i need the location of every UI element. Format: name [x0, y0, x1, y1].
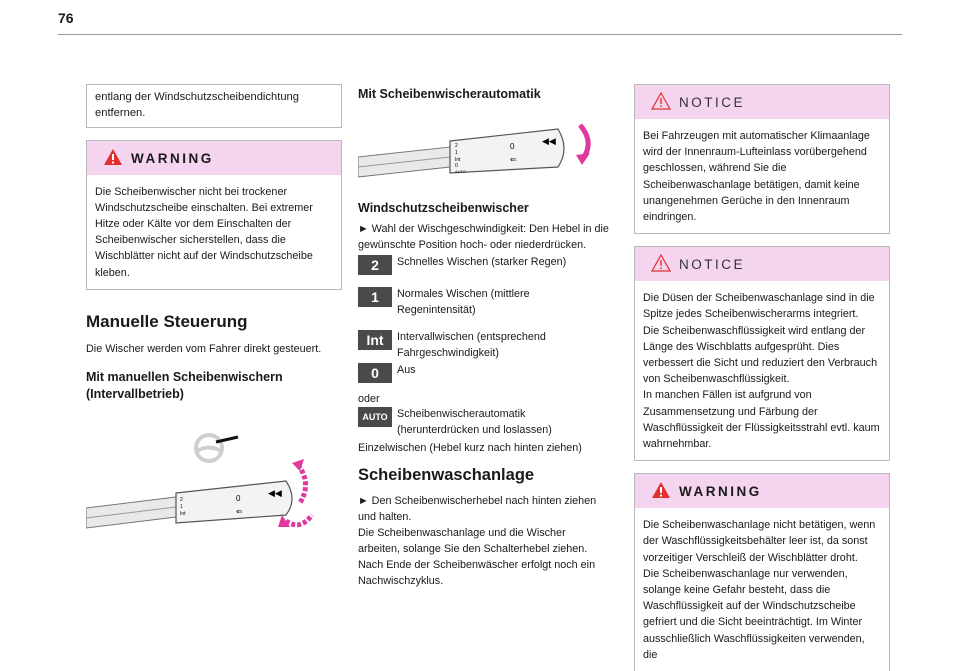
position-0-icon: 0	[358, 363, 392, 383]
svg-text:◀◀: ◀◀	[268, 487, 282, 498]
single-wipe-text: Einzelwischen (Hebel kurz nach hinten ziehen)	[358, 442, 582, 454]
pink-down-arrow-icon	[576, 125, 590, 165]
heading-windscreen-wiper: Windschutzscheibenwischer	[358, 201, 529, 215]
warning-2-line-2: Die Scheibenwaschanlage nur verwenden, solange keine Gefahr besteht, dass die Waschflüssigkeit auf der Windschutzscheibe gefriert und die Sicht beeinträchtigt. Im Winter ausschließlich Waschflüssigkeiten verwenden, die	[643, 567, 865, 661]
notice-box-2	[634, 246, 890, 461]
svg-text:2: 2	[180, 496, 183, 503]
lever-label-auto: AUTO	[455, 169, 467, 174]
warning-icon	[651, 481, 671, 499]
washer-text-1: ► Den Scheibenwischerhebel nach hinten ziehen und halten.	[358, 495, 597, 523]
warning-label-2: WARNING	[679, 484, 762, 500]
lever-label-2: 2	[455, 143, 458, 149]
notice-triangle-icon	[651, 254, 671, 272]
svg-text:0: 0	[510, 142, 515, 151]
warning-body-2	[635, 508, 889, 671]
position-int-icon: Int	[358, 330, 392, 350]
warning-header-2	[635, 474, 889, 508]
svg-text:⇐: ⇐	[510, 155, 517, 164]
notice-text-1: Bei Fahrzeugen mit automatischer Klimaanlage wird der Innenraum-Lufteinlass vorübergehend geschlossen, während Sie die Scheibenwaschanlage betätigen, damit keine unangenehmen Gerüche in den Innenraum eindringen.	[643, 130, 870, 224]
top-divider	[58, 34, 902, 35]
auto-text: Scheibenwischerautomatik (herunterdrücken und loslassen)	[397, 408, 552, 436]
notice-header-1	[635, 85, 889, 119]
heading-auto-wiper: Mit Scheibenwischerautomatik	[358, 87, 541, 101]
heading-washer: Scheibenwaschanlage	[358, 466, 535, 484]
position-row-int	[358, 330, 610, 361]
oder-text: oder	[358, 393, 380, 405]
warning-2-line-1: Die Scheibenwaschanlage nicht betätigen, wenn der Waschflüssigkeitsbehälter leer ist, da sonst vorzeitiger Verschleiß der Wischblätter droht.	[643, 519, 876, 564]
position-2-text: Schnelles Wischen (starker Regen)	[397, 256, 567, 268]
notice-label-2: NOTICE	[679, 257, 746, 273]
notice-header-2	[635, 247, 889, 281]
warning-header	[87, 141, 341, 175]
notice-2-line-3: In manchen Fällen ist aufgrund von Zusammensetzung und Färbung der Waschflüssigkeit der Flüssigkeitsstrahl evtl. kaum wahrnehmbar.	[643, 389, 880, 451]
section-intro: Die Wischer werden vom Fahrer direkt gesteuert.	[86, 342, 322, 355]
position-2-icon: 2	[358, 255, 392, 275]
speed-instruction: ► Wahl der Wischgeschwindigkeit: Den Hebel in die gewünschte Position hoch- oder niederdrücken.	[358, 223, 609, 251]
notice-box-1	[634, 84, 890, 234]
notice-2-line-1: Die Düsen der Scheibenwaschanlage sind in die Spitze jedes Scheibenwischerarms integriert.	[643, 292, 875, 321]
warning-box-2	[634, 473, 890, 671]
lever-label-0: 0	[455, 163, 458, 169]
manual-wiper-illustration	[86, 411, 342, 541]
position-row-auto	[358, 407, 610, 438]
section-heading-manual: Manuelle Steuerung	[86, 311, 248, 331]
steering-wheel-icon	[196, 435, 238, 461]
position-1-icon: 1	[358, 287, 392, 307]
svg-text:0: 0	[236, 493, 241, 503]
continued-text: entlang der Windschutzscheibendichtung entfernen.	[95, 91, 299, 120]
washer-text-2: Die Scheibenwaschanlage und die Wischer arbeiten, solange Sie den Schalterhebel ziehen.	[358, 527, 588, 555]
position-0-text: Aus	[397, 364, 416, 376]
column-2	[358, 84, 610, 589]
column-1	[86, 84, 342, 546]
column-3	[634, 84, 890, 671]
lever-label-1: 1	[455, 150, 458, 156]
page-number: 76	[58, 10, 74, 26]
position-row-2	[358, 255, 610, 275]
auto-icon: AUTO	[358, 407, 392, 427]
svg-text:1: 1	[180, 503, 183, 510]
svg-text:Int: Int	[180, 510, 186, 517]
wiper-lever-image	[86, 481, 292, 528]
continued-note-box	[86, 84, 342, 128]
position-row-1	[358, 287, 610, 318]
svg-text:⇐: ⇐	[236, 506, 243, 516]
warning-label: WARNING	[131, 150, 214, 166]
warning-text: Die Scheibenwischer nicht bei trockener Windschutzscheibe einschalten. Bei extremer Hitze oder Kälte vor dem Einschalten der Scheibenwischer sicherstellen, dass die Wischblätter nicht auf der Windschutzscheibe kleben.	[95, 185, 313, 279]
lever-label-int: Int	[455, 157, 461, 163]
warning-box	[86, 140, 342, 290]
notice-triangle-icon	[651, 92, 671, 110]
subheading-interval: Mit manuellen Scheibenwischern (Intervallbetrieb)	[86, 369, 283, 401]
notice-2-line-2: Die Scheibenwaschflüssigkeit wird entlang der Länge des Wischblatts aufgesprüht. Dies verbessert die Sicht und reduziert den Verbrauch von Scheibenwaschflüssigkeit.	[643, 324, 878, 386]
svg-text:◀◀: ◀◀	[542, 136, 556, 146]
washer-text-3: Nach Ende der Scheibenwäscher erfolgt noch ein Nachwischzyklus.	[358, 559, 596, 587]
auto-wiper-illustration	[358, 117, 610, 189]
notice-body-2	[635, 281, 889, 460]
position-1-text: Normales Wischen (mittlere Regenintensität)	[397, 288, 530, 316]
warning-icon	[103, 148, 123, 166]
notice-label-1: NOTICE	[679, 95, 746, 110]
position-int-text: Intervallwischen (entsprechend Fahrgeschwindigkeit)	[397, 331, 546, 359]
position-row-0	[358, 363, 610, 383]
